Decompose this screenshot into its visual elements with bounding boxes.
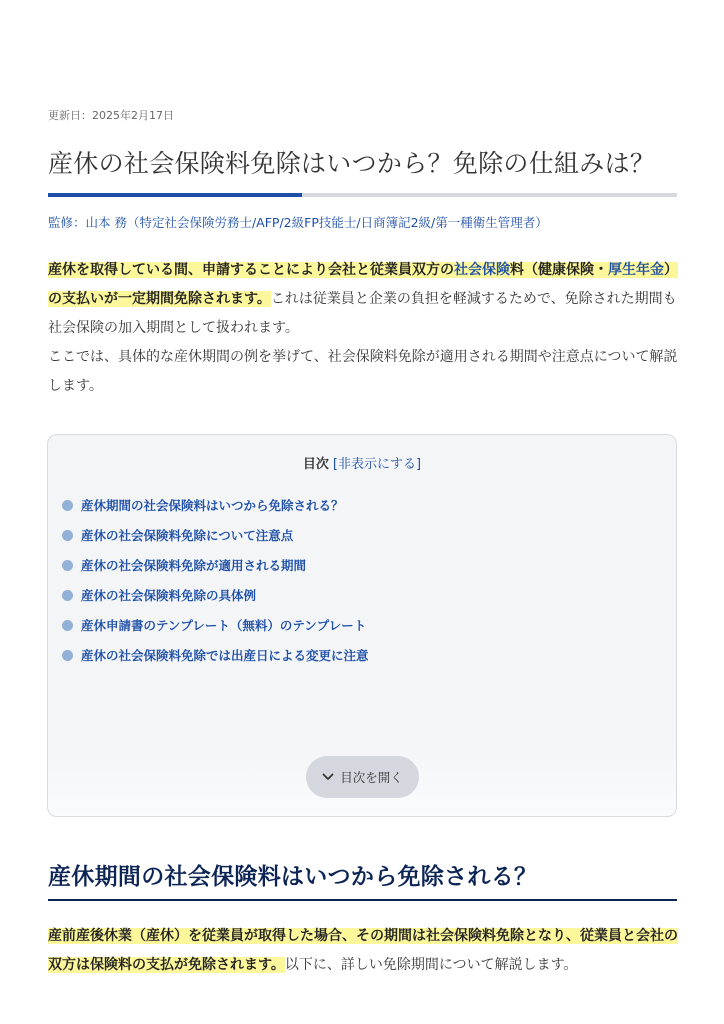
- updated-date: 更新日：2025年2月17日: [48, 109, 174, 122]
- page-title: 産休の社会保険料免除はいつから？免除の仕組みは？: [48, 149, 656, 178]
- supervisor-credit[interactable]: 監修：山本 務（特定社会保険労務士/AFP/2級FP技能士/日商簿記2級/第一種衛生管理者）: [48, 215, 548, 230]
- toc-item-label: 産休の社会保険料免除の具体例: [81, 588, 257, 603]
- toc-item-label: 産休の社会保険料免除について注意点: [81, 528, 294, 543]
- toc-header: [48, 453, 676, 472]
- section-paragraph: [48, 922, 678, 980]
- toc-item[interactable]: [62, 580, 369, 610]
- title-underline: [48, 193, 677, 197]
- toc-item[interactable]: [62, 520, 369, 550]
- table-of-contents: [47, 434, 677, 817]
- toc-open-button[interactable]: [306, 756, 419, 798]
- chevron-down-icon: [322, 773, 334, 781]
- intro-highlight-part-1: 産休を取得している間、申請することにより会社と従業員双方の: [48, 262, 454, 278]
- intro-paragraph-2: ここでは、具体的な産休期間の例を挙げて、社会保険料免除が適用される期間や注意点について解説します。: [48, 349, 678, 394]
- bullet-dot-icon: [62, 590, 73, 601]
- toc-title: 目次: [302, 457, 329, 472]
- intro-text: [48, 256, 678, 401]
- bullet-dot-icon: [62, 530, 73, 541]
- section-heading-underline: [48, 899, 677, 901]
- toc-item[interactable]: [62, 640, 369, 670]
- toc-item-label: 産休申請書のテンプレート（無料）のテンプレート: [81, 618, 367, 633]
- link-kousei-nenkin[interactable]: 厚生年金: [608, 262, 664, 278]
- toc-item[interactable]: [62, 490, 369, 520]
- title-underline-accent: [48, 193, 302, 197]
- intro-plain-1: これは従業員と企業の負担を軽減するためで、免除された期間も社会保険の加入期間として扱われます。: [48, 291, 677, 336]
- bullet-dot-icon: [62, 620, 73, 631]
- toc-item-label: 産休期間の社会保険料はいつから免除される？: [81, 498, 344, 513]
- toc-hide-toggle[interactable]: [非表示にする]: [332, 457, 422, 472]
- toc-open-label: 目次を開く: [340, 770, 403, 785]
- section-highlight: 産前産後休業（産休）を従業員が取得した場合、その期間は社会保険料免除となり、従業員と会社の双方は保険料の支払が免除されます。: [48, 928, 678, 973]
- intro-highlight-part-2: 料（健康保険・: [510, 262, 608, 278]
- section-plain: 以下に、詳しい免除期間について解説します。: [284, 957, 578, 973]
- bullet-dot-icon: [62, 650, 73, 661]
- toc-list: [62, 490, 369, 670]
- toc-item-label: 産休の社会保険料免除では出産日による変更に注意: [81, 648, 369, 663]
- toc-item[interactable]: [62, 550, 369, 580]
- toc-item[interactable]: [62, 610, 369, 640]
- bullet-dot-icon: [62, 500, 73, 511]
- toc-item-label: 産休の社会保険料免除が適用される期間: [81, 558, 307, 573]
- link-shakai-hoken[interactable]: 社会保険: [454, 262, 510, 278]
- intro-highlight-part-3: ）の支払いが一定期間免除されます。: [48, 262, 678, 307]
- bullet-dot-icon: [62, 560, 73, 571]
- intro-paragraph-1: [48, 256, 678, 343]
- section-heading: 産休期間の社会保険料はいつから免除される？: [48, 864, 538, 890]
